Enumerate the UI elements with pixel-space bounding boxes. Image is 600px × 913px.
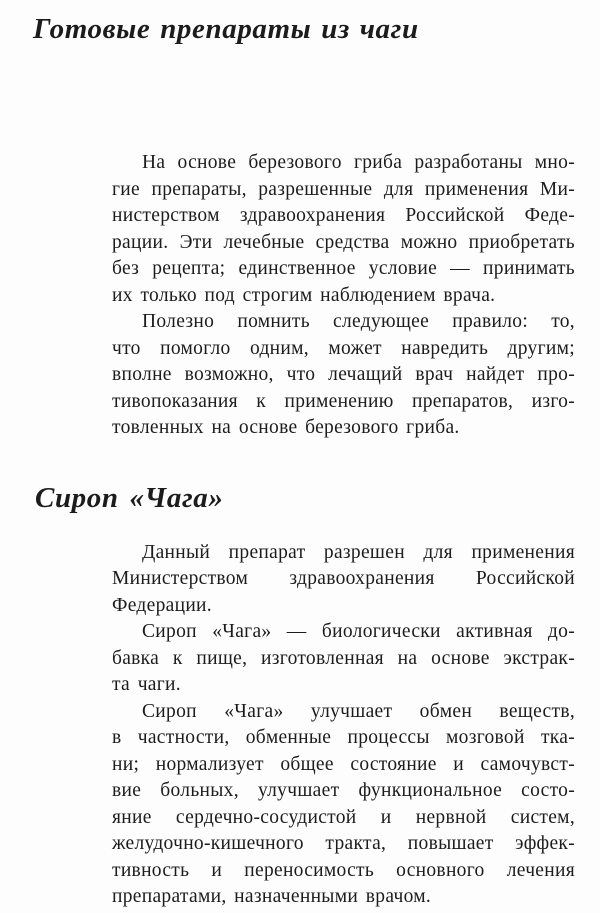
text-line: тивность и переносимость основного лечения [112, 859, 575, 881]
text-line: Данный препарат разрешен для применения [142, 541, 575, 563]
text-line: рации. Эти лечебные средства можно приобретать [112, 231, 575, 253]
text-line: гие препараты, разрешенные для применения Ми- [112, 178, 575, 200]
paragraph [112, 150, 575, 309]
text-line: На основе березового гриба разработаны мно- [142, 152, 575, 173]
text-line: Сироп «Чага» — биологически активная до- [142, 621, 575, 642]
paragraph [112, 699, 575, 911]
text-line: нистерством здравоохранения Российской Феде- [112, 205, 575, 226]
text-line: в частности, обменные процессы мозговой тка- [112, 727, 575, 748]
text-line: та чаги. [112, 674, 181, 695]
intro-text-block [112, 150, 575, 442]
text-line: препаратами, назначенными врачом. [112, 886, 432, 907]
page-title: Готовые препараты из чаги [33, 13, 419, 45]
text-line: Министерством здравоохранения Российской [112, 568, 575, 589]
paragraph [112, 619, 575, 699]
text-line: бавка к пище, изготовленная на основе экстрак- [112, 647, 575, 669]
text-line: вие больных, улучшает функциональное состо- [112, 780, 575, 801]
paragraph [112, 309, 575, 442]
text-line: ни; нормализует общее состояние и самочувст- [112, 753, 575, 775]
section-text-block [112, 540, 575, 911]
text-line: товленных на основе березового гриба. [112, 417, 460, 438]
text-line: вполне возможно, что лечащий врач найдет про- [112, 364, 575, 385]
text-line: без рецепта; единственное условие — принимать [112, 258, 575, 279]
text-line: Полезно помнить следующее правило: то, [142, 311, 575, 332]
section-title: Сироп «Чага» [35, 481, 224, 514]
text-line: тивопоказания к применению препаратов, изго- [112, 390, 575, 412]
text-line: яние сердечно-сосудистой и нервной систем, [112, 806, 575, 828]
text-line: что помогло одним, может навредить другим; [112, 337, 575, 359]
text-line: их только под строгим наблюдением врача. [112, 284, 496, 306]
text-line: желудочно-кишечного тракта, повышает эффек- [112, 833, 575, 854]
text-line: Федерации. [112, 594, 212, 616]
text-line: Сироп «Чага» улучшает обмен веществ, [142, 700, 575, 722]
paragraph [112, 540, 575, 620]
